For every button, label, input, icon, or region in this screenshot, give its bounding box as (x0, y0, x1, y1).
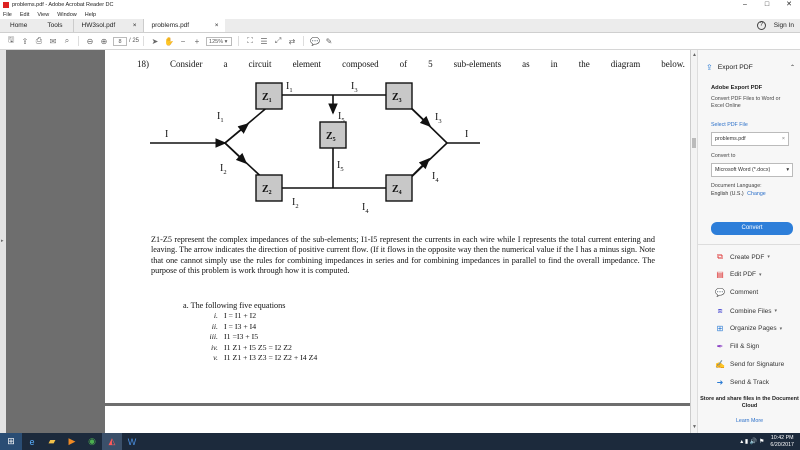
impedance-box-z5 (320, 122, 346, 148)
tool-label: Comment (730, 289, 759, 296)
convert-to-select[interactable] (711, 163, 793, 177)
combine-files-icon: ⧈ (717, 306, 723, 315)
export-title: Adobe Export PDF (711, 85, 763, 91)
clock-time: 10:42 PM (770, 435, 794, 441)
remove-file-icon[interactable]: × (781, 136, 785, 142)
current-label-i1-top: $I_1$ (286, 81, 293, 94)
acrobat-icon (3, 2, 9, 8)
language-row (711, 191, 766, 197)
start-button[interactable] (0, 433, 22, 450)
current-label-i5: $I_5$ (337, 160, 344, 173)
menu-window[interactable]: Window (57, 11, 77, 18)
export-pdf-header[interactable] (706, 63, 796, 72)
network-icon[interactable]: ▮ (744, 439, 749, 445)
tool-comment[interactable] (714, 288, 758, 297)
window-title: problems.pdf - Adobe Acrobat Reader DC (12, 2, 114, 8)
tool-organize-pages[interactable] (714, 324, 782, 333)
arrow-i1 (225, 124, 248, 143)
save-icon[interactable]: 🖫 (7, 35, 15, 44)
equation-text: I1 Z1 + I5 Z5 = I2 Z2 (224, 342, 292, 352)
prev-page-icon[interactable]: ⊖ (86, 36, 94, 46)
tool-label: Combine Files (730, 307, 772, 315)
problem-description: Z1-Z5 represent the complex impedances of the sub-elements; I1-I5 represent the currents in each wire while I represents the total current entering and leaving. The arrow indicates the direction of positive current flow. (If it flows in the opposite way then the numerical value if the I has a minus sign. Note that one cannot simply use the rules for combining impedances in series and for combining impedances in parallel to find the overall impedance. The purpose of this problem is work through how it is computed. (151, 235, 655, 275)
divider (143, 36, 144, 46)
email-icon[interactable]: ✉ (49, 36, 57, 46)
word: sub-elements (453, 59, 502, 69)
equation-text: I = I3 + I4 (224, 321, 257, 331)
zoom-out-icon[interactable]: − (180, 36, 186, 46)
language-value: English (U.S.) (711, 191, 744, 197)
word: the (578, 59, 590, 69)
fit-page-icon[interactable]: ⛶ (247, 36, 253, 45)
file-name: problems.pdf (715, 136, 746, 142)
rotate-icon[interactable]: ⇄ (288, 36, 296, 46)
left-panel-toggle[interactable] (0, 50, 6, 433)
circuit-diagram (150, 75, 480, 225)
create-pdf-icon: ⧉ (717, 252, 723, 261)
edit-pdf-icon: ▤ (716, 270, 724, 279)
pdf-page-next (105, 406, 690, 433)
chevron-down-icon: ▾ (774, 308, 778, 314)
taskbar-ie[interactable] (22, 433, 42, 450)
flag-icon[interactable]: ⚑ (759, 439, 765, 445)
tab-document-problems[interactable] (143, 19, 225, 32)
current-label-i3: $I_3$ (435, 112, 442, 125)
divider (78, 36, 79, 46)
pdf-page (105, 50, 690, 403)
tool-combine-files[interactable] (714, 306, 777, 316)
menu-view[interactable]: View (37, 11, 50, 18)
z2-label: $Z_2$ (262, 184, 272, 196)
windows-logo-icon: ⊞ (7, 436, 15, 446)
word: diagram (610, 59, 641, 69)
current-label-i2: $I_2$ (220, 163, 227, 176)
volume-icon[interactable]: 🔊 (749, 439, 758, 445)
equation-number: iii. (209, 332, 218, 342)
next-page-icon[interactable]: ⊕ (100, 36, 108, 46)
equation-row (202, 322, 317, 333)
arrow-i2 (225, 143, 246, 163)
menu-edit[interactable]: Edit (19, 11, 30, 18)
export-pdf-label: Export PDF (717, 64, 753, 71)
current-label-i-in: I (165, 129, 169, 140)
select-cursor-icon[interactable]: ➤ (151, 36, 159, 46)
equation-text: I = I1 + I2 (224, 311, 257, 320)
clock-date: 6/20/2017 (770, 441, 794, 448)
word: composed (342, 59, 379, 69)
print-icon[interactable]: ⎙ (35, 36, 43, 45)
zoom-select[interactable] (206, 37, 232, 46)
tool-label: Edit PDF (730, 271, 757, 278)
language-label: Document Language: (711, 183, 762, 189)
title-bar (0, 0, 800, 10)
equation-row (202, 311, 317, 322)
list-title: a. The following five equations (183, 301, 286, 310)
taskbar-explorer[interactable] (42, 433, 62, 450)
impedance-box-z3 (386, 83, 412, 109)
folder-icon: ▰ (48, 436, 56, 446)
learn-more-link[interactable]: Learn More (735, 418, 764, 424)
divider (698, 244, 800, 245)
equation-number: v. (213, 353, 218, 363)
word: circuit (248, 59, 272, 69)
word: Consider (170, 59, 203, 69)
select-pdf-link[interactable]: Select PDF File (711, 122, 748, 128)
system-tray (740, 435, 800, 448)
word: element (292, 59, 322, 69)
divider (238, 36, 239, 46)
equation-list (202, 311, 317, 364)
impedance-box-z4 (386, 175, 412, 201)
word-icon: W (127, 436, 137, 447)
taskbar-media[interactable] (62, 433, 82, 450)
word: a (223, 59, 228, 69)
sign-in-link[interactable]: Sign In (773, 22, 794, 29)
tab-bar (0, 19, 800, 33)
current-label-i3-top: $I_3$ (351, 81, 358, 94)
zoom-value: 125% (209, 38, 224, 45)
question-number: 18) (137, 59, 149, 69)
tab-close-icon[interactable]: × (132, 22, 137, 29)
document-cloud-text: Store and share files in the Document Cloud (700, 396, 799, 409)
send-signature-icon: ✍ (715, 360, 725, 369)
current-label-i5-top: $I_5$ (338, 111, 345, 124)
equation-number: iv. (211, 342, 218, 352)
export-pdf-icon: ⇪ (706, 63, 713, 72)
expand-left-icon[interactable]: ▸ (1, 238, 4, 244)
tool-label: Organize Pages (730, 325, 777, 332)
tool-label: Create PDF (730, 253, 765, 261)
tools-pane (697, 50, 800, 433)
acrobat-icon: ◭ (108, 436, 116, 446)
change-language-link[interactable]: Change (747, 191, 766, 197)
taskbar-word[interactable] (122, 433, 142, 450)
current-label-i1: $I_1$ (217, 111, 224, 124)
comment-icon[interactable]: 💬 (310, 36, 320, 46)
clock[interactable] (770, 435, 794, 448)
media-player-icon: ▶ (68, 436, 76, 446)
chevron-down-icon: ▾ (767, 254, 770, 260)
current-label-i4-bottom: $I_4$ (362, 202, 369, 215)
internet-explorer-icon: e (29, 436, 35, 447)
convert-to-value: Microsoft Word (*.docx) (715, 167, 771, 173)
fill-sign-icon: ✒ (716, 342, 724, 351)
divider (303, 36, 304, 46)
impedance-box-z1 (256, 83, 282, 109)
tab-document-hw3sol[interactable] (73, 19, 143, 32)
scroll-mode-icon[interactable]: ☰ (260, 36, 268, 46)
scroll-down-icon[interactable]: ▼ (692, 424, 697, 430)
pen-icon[interactable]: ✎ (325, 36, 333, 46)
taskbar-chrome[interactable] (82, 433, 102, 450)
chevron-down-icon: ▾ (224, 38, 228, 45)
question-heading (137, 59, 685, 69)
show-hidden-icon[interactable]: ▴ (740, 439, 744, 445)
z3-label: $Z_3$ (392, 92, 402, 104)
tab-close-icon[interactable]: × (214, 22, 219, 29)
convert-to-label: Convert to (711, 153, 736, 159)
chrome-icon: ◉ (88, 436, 96, 446)
chevron-down-icon: ▾ (759, 271, 762, 278)
help-icon[interactable]: ? (757, 21, 766, 30)
current-label-i-out: I (465, 129, 469, 140)
minimize-button[interactable]: – (743, 1, 747, 8)
word: 5 (428, 59, 433, 69)
toolbar (0, 33, 800, 50)
tool-edit-pdf[interactable] (714, 270, 762, 279)
taskbar-acrobat[interactable] (102, 433, 122, 450)
equation-text: I1 Z1 + I3 Z3 = I2 Z2 + I4 Z4 (224, 353, 318, 363)
scroll-up-icon[interactable]: ▲ (692, 52, 697, 58)
vertical-scrollbar[interactable] (690, 50, 697, 433)
scroll-thumb[interactable] (692, 138, 696, 148)
selected-file-field[interactable] (711, 132, 789, 146)
hand-tool-icon[interactable]: ✋ (164, 36, 174, 46)
equation-text: I1 =I3 + I5 (224, 332, 259, 342)
taskbar (0, 433, 800, 450)
equation-row (202, 332, 317, 343)
send-track-icon: ➜ (716, 378, 724, 387)
convert-button[interactable]: Convert (711, 222, 793, 235)
page-total: / 25 (129, 38, 140, 44)
comment-icon: 💬 (715, 288, 725, 297)
menu-bar (0, 10, 800, 19)
chevron-up-icon[interactable]: ⌃ (790, 65, 796, 71)
menu-file[interactable]: File (3, 11, 12, 18)
chevron-down-icon: ▾ (779, 325, 783, 332)
impedance-box-z2 (256, 175, 282, 201)
close-button[interactable]: ✕ (786, 1, 792, 8)
export-description: Convert PDF Files to Word or Excel Online (711, 96, 781, 109)
equation-row (202, 343, 317, 354)
maximize-button[interactable]: □ (764, 1, 770, 8)
equation-number: i. (213, 311, 218, 320)
tab-home[interactable]: Home (10, 22, 28, 29)
word: in (550, 59, 558, 69)
z1-label: $Z_1$ (262, 92, 272, 104)
organize-pages-icon: ⊞ (716, 324, 724, 333)
current-label-i2-bottom: $I_2$ (292, 197, 299, 210)
z4-label: $Z_4$ (392, 184, 402, 196)
equation-row (202, 353, 317, 364)
z5-label: $Z_5$ (326, 131, 336, 143)
page-number-input[interactable]: 8 (113, 37, 127, 46)
tool-label: Send & Track (730, 379, 770, 386)
tool-create-pdf[interactable] (714, 252, 770, 262)
current-label-i4: $I_4$ (432, 171, 439, 184)
word: as (522, 59, 530, 69)
tab-label: HW3sol.pdf (81, 22, 116, 29)
tab-label: problems.pdf (151, 22, 190, 29)
chevron-down-icon: ▾ (786, 167, 789, 173)
full-screen-icon[interactable]: ⤢ (274, 36, 282, 45)
word: below. (661, 59, 685, 69)
equation-number: ii. (211, 321, 218, 331)
menu-help[interactable]: Help (84, 11, 97, 18)
tool-send-for-signature[interactable] (714, 360, 784, 369)
tool-label: Send for Signature (730, 361, 785, 368)
tab-tools[interactable]: Tools (47, 22, 63, 29)
tool-fill-sign[interactable] (714, 342, 759, 351)
upload-icon[interactable]: ⇪ (21, 36, 29, 46)
zoom-in-icon[interactable]: + (194, 36, 200, 46)
word: of (399, 59, 408, 69)
tool-label: Fill & Sign (730, 343, 760, 350)
tool-send-track[interactable] (714, 378, 769, 387)
search-icon[interactable]: ⌕ (64, 36, 70, 45)
